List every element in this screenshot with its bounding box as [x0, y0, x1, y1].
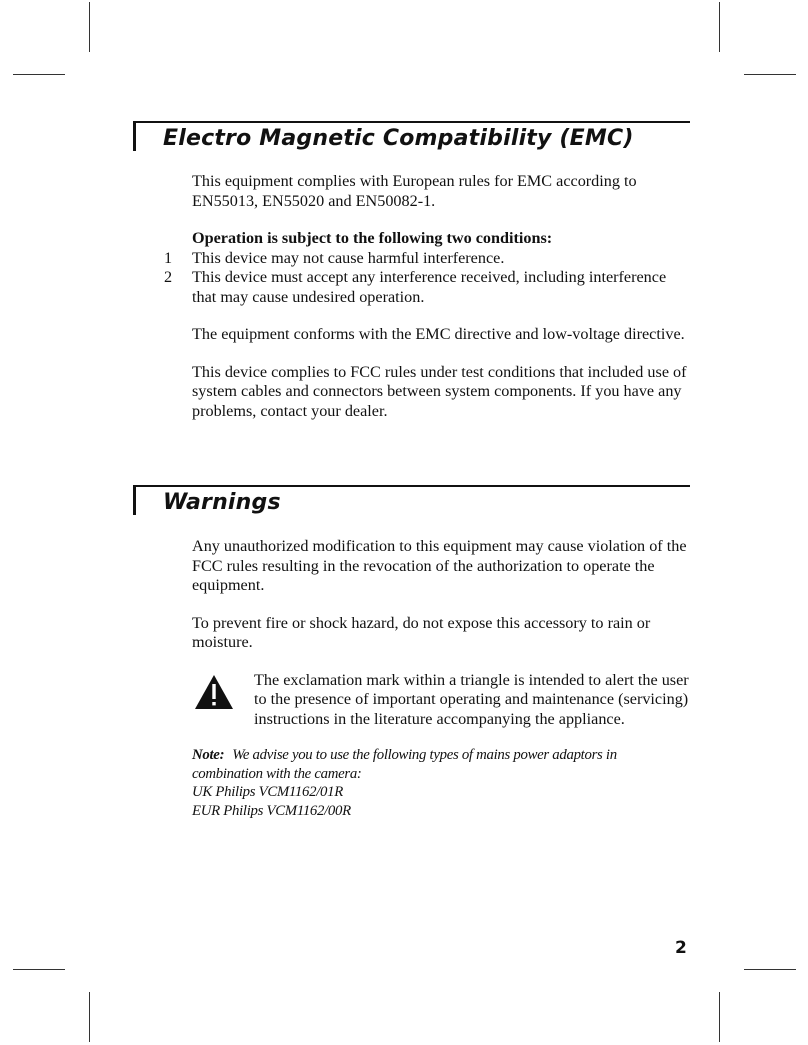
- exclamation-text: The exclamation mark within a triangle is intended to alert the user to the presence of important operating and maintenance (servicing) instructions in the literature accompanying the appliance.: [254, 670, 689, 728]
- adaptor-eur: EUR Philips VCM1162/00R: [192, 803, 351, 820]
- crop-mark-top-left: [89, 2, 90, 52]
- crop-mark-right-bottom: [744, 969, 796, 970]
- crop-mark-left-top: [13, 74, 65, 75]
- condition-text: This device must accept any interference received, including interference that may cause undesired operation.: [192, 268, 667, 306]
- power-adaptor-note: [192, 746, 690, 821]
- warnings-heading: Warnings: [163, 490, 281, 515]
- note-label: Note:: [192, 747, 225, 763]
- warnings-body: [192, 537, 690, 821]
- condition-number: 2: [164, 268, 173, 286]
- modification-warning: Any unauthorized modification to this equipment may cause violation of the FCC rules resulting in the revocation of the authorization to operate the equipment.: [192, 537, 687, 594]
- note-text: We advise you to use the following types of mains power adaptors in combination with the camera:: [192, 747, 617, 782]
- conditions-list: [133, 249, 690, 308]
- crop-mark-bottom-right: [719, 992, 720, 1042]
- warning-triangle-icon: [194, 674, 234, 710]
- warnings-heading-bar: [133, 485, 690, 515]
- warnings-section: [133, 485, 690, 821]
- emc-heading: Electro Magnetic Compatibility (EMC): [163, 126, 634, 151]
- crop-mark-right-top: [744, 74, 796, 75]
- exclamation-notice: [192, 671, 690, 730]
- emc-body: [164, 172, 690, 421]
- condition-item: [133, 268, 690, 307]
- condition-text: This device may not cause harmful interference.: [192, 248, 505, 267]
- fire-warning: To prevent fire or shock hazard, do not expose this accessory to rain or moisture.: [192, 613, 651, 651]
- crop-mark-top-right: [719, 2, 720, 52]
- conditions-title: Operation is subject to the following two conditions:: [192, 229, 553, 247]
- condition-item: [133, 249, 690, 269]
- adaptor-uk: UK Philips VCM1162/01R: [192, 784, 343, 801]
- condition-number: 1: [164, 248, 173, 267]
- emc-section: [133, 121, 690, 439]
- crop-mark-bottom-left: [89, 992, 90, 1042]
- page-number: 2: [675, 938, 687, 958]
- fcc-compliance: This device complies to FCC rules under test conditions that included use of system cables and connectors between system components. If you have any problems, contact your dealer.: [192, 362, 687, 420]
- emc-directive: The equipment conforms with the EMC directive and low-voltage directive.: [192, 325, 685, 343]
- emc-heading-bar: [133, 121, 690, 151]
- emc-intro: This equipment complies with European rules for EMC according to EN55013, EN55020 and EN50082-1.: [192, 172, 637, 210]
- crop-mark-left-bottom: [13, 969, 65, 970]
